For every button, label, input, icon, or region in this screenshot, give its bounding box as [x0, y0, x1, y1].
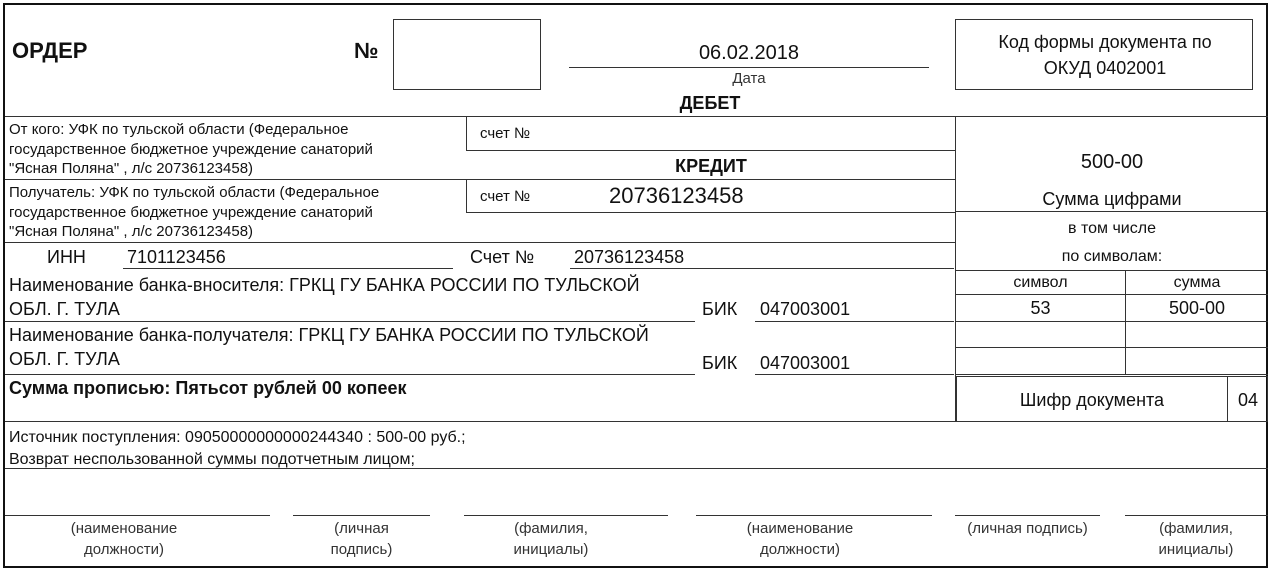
signature-line[interactable]	[464, 515, 668, 516]
signature-caption	[464, 518, 638, 560]
inn-account-value: 20736123458	[574, 247, 685, 267]
form-code-line1: Код формы документа по	[998, 32, 1212, 52]
bank-payer-line2: ОБЛ. Г. ТУЛА	[9, 299, 120, 319]
signature-caption-line2: инициалы)	[1158, 541, 1234, 558]
source-line2: Возврат неспользованной суммы подотчетным лицом;	[9, 451, 415, 468]
cipher-value: 04	[1237, 390, 1259, 410]
symbols-row-line	[956, 321, 1268, 322]
signature-caption	[1140, 518, 1252, 560]
bank-payer-underline	[5, 321, 695, 322]
inn-underline	[123, 268, 453, 269]
credit-recipient-line2: государственное бюджетное учреждение санаторий	[9, 203, 373, 221]
bank-payer-bik-underline	[755, 321, 954, 322]
debit-from-line3: "Ясная Поляна" , л/с 20736123458)	[9, 160, 254, 177]
symbols-table-top	[956, 270, 1268, 271]
signature-caption-line2: подпись)	[330, 541, 393, 558]
bank-payer-line1: Наименование банка-вносителя: ГРКЦ ГУ БАНКА РОССИИ ПО ТУЛЬСКОЙ	[9, 275, 640, 295]
signature-line[interactable]	[5, 515, 270, 516]
credit-label: КРЕДИТ	[675, 156, 747, 176]
credit-recipient-line3: "Ясная Поляна" , л/с 20736123458)	[9, 223, 254, 240]
signature-caption	[696, 518, 904, 560]
including-line1: в том числе	[1068, 220, 1156, 237]
debit-from-text	[9, 120, 373, 179]
inn-label: ИНН	[47, 247, 86, 267]
date-value: 06.02.2018	[698, 42, 800, 64]
signature-caption	[293, 518, 430, 560]
form-code-line2: ОКУД 0402001	[1043, 58, 1167, 78]
bank-payer-text	[9, 273, 640, 321]
source-line1: Источник поступления: 09050000000000244340 : 500-00 руб.;	[9, 429, 466, 446]
signature-line[interactable]	[293, 515, 430, 516]
cipher-box	[956, 376, 1268, 422]
number-box[interactable]	[393, 19, 541, 90]
including-line2: по символам:	[1061, 248, 1163, 265]
signature-line[interactable]	[696, 515, 932, 516]
amount-digits-value: 500-00	[1080, 151, 1144, 173]
bank-recipient-text	[9, 323, 649, 371]
debit-from-line2: государственное бюджетное учреждение санаторий	[9, 140, 373, 158]
signature-caption	[5, 518, 243, 560]
symbol-cell: 53	[1030, 298, 1051, 318]
signature-line[interactable]	[955, 515, 1100, 516]
inn-account-label: Счет №	[470, 247, 535, 267]
signature-caption-line1: (наименование	[746, 520, 854, 537]
credit-account-label: счет №	[480, 188, 531, 205]
symbols-row-line	[956, 347, 1268, 348]
symbols-col-divider	[1125, 270, 1126, 374]
bank-recipient-bik-value: 047003001	[760, 353, 851, 373]
bank-recipient-bik-underline	[755, 374, 954, 375]
debit-account-box[interactable]	[466, 116, 956, 151]
signature-caption-line1: (фамилия,	[514, 520, 588, 537]
amount-digits-line	[956, 211, 1268, 212]
signature-caption-line1: (наименование	[70, 520, 178, 537]
source-text	[9, 427, 466, 471]
bank-payer-bik-label: БИК	[702, 299, 738, 319]
signature-caption	[955, 518, 1100, 539]
signature-caption-line1: (личная подпись)	[967, 520, 1088, 537]
signature-line[interactable]	[1125, 515, 1268, 516]
bank-payer-bik-value: 047003001	[760, 299, 851, 319]
sum-header: сумма	[1173, 274, 1221, 291]
inn-value: 7101123456	[127, 247, 226, 267]
date-underline	[569, 67, 929, 68]
amount-words: Сумма прописью: Пятьсот рублей 00 копеек	[9, 378, 407, 398]
credit-account-box[interactable]	[466, 179, 956, 213]
signature-caption-line1: (личная	[334, 520, 389, 537]
credit-recipient-text	[9, 183, 379, 242]
sum-cell: 500-00	[1168, 298, 1226, 318]
inn-top-line	[5, 242, 956, 243]
signature-caption-line2: должности)	[84, 541, 164, 558]
credit-account-value: 20736123458	[609, 183, 744, 208]
debit-account-label: счет №	[480, 125, 531, 142]
debit-from-line1: От кого: УФК по тульской области (Федеральное	[9, 121, 349, 138]
form-code-box	[955, 19, 1253, 90]
bank-recipient-bik-label: БИК	[702, 353, 738, 373]
source-underline	[5, 468, 1268, 469]
amount-words-underline	[5, 421, 956, 422]
cipher-label: Шифр документа	[1019, 390, 1165, 410]
symbols-header-line	[956, 294, 1268, 295]
signature-caption-line2: инициалы)	[513, 541, 589, 558]
signature-caption-line1: (фамилия,	[1159, 520, 1233, 537]
debit-label: ДЕБЕТ	[679, 93, 741, 113]
date-label: Дата	[732, 70, 766, 87]
bank-recipient-line2: ОБЛ. Г. ТУЛА	[9, 349, 120, 369]
symbols-table-bottom	[956, 374, 1268, 375]
bank-recipient-underline	[5, 374, 695, 375]
number-label: №	[354, 38, 379, 63]
symbol-header: символ	[1013, 274, 1068, 291]
form-title: ОРДЕР	[12, 38, 88, 63]
credit-recipient-line1: Получатель: УФК по тульской области (Федеральное	[9, 184, 380, 201]
bank-recipient-line1: Наименование банка-получателя: ГРКЦ ГУ БАНКА РОССИИ ПО ТУЛЬСКОЙ	[9, 325, 649, 345]
signature-caption-line2: должности)	[760, 541, 840, 558]
inn-account-underline	[570, 268, 954, 269]
amount-digits-label: Сумма цифрами	[1042, 189, 1182, 209]
